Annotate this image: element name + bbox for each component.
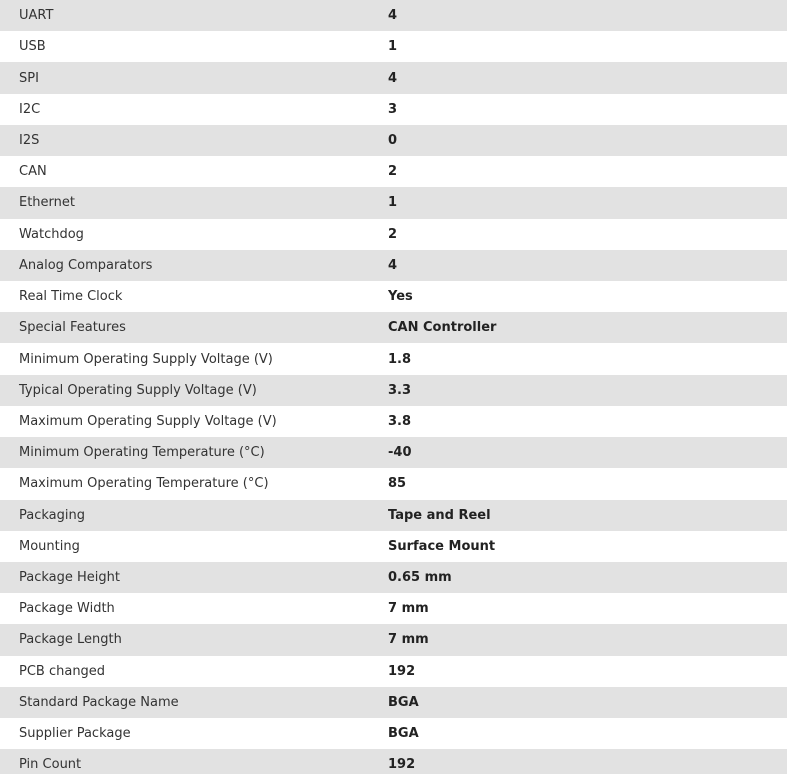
spec-value: 1.8 (388, 351, 412, 367)
spec-value: 3.8 (388, 413, 412, 429)
spec-row-analog-comparators (0, 250, 787, 281)
spec-row-usb (0, 31, 787, 62)
spec-value: 2 (388, 226, 398, 242)
spec-value: 192 (388, 757, 416, 773)
spec-row-max-temperature (0, 468, 787, 499)
spec-name: SPI (19, 70, 39, 86)
spec-name: Real Time Clock (19, 289, 123, 305)
spec-name: CAN (19, 164, 47, 180)
spec-row-min-supply-voltage (0, 343, 787, 374)
spec-name: Analog Comparators (19, 257, 153, 273)
spec-row-pcb-changed (0, 656, 787, 687)
spec-value: Surface Mount (388, 538, 496, 554)
spec-name: Standard Package Name (19, 694, 179, 710)
spec-name: Package Length (19, 632, 122, 648)
spec-value: 3.3 (388, 382, 412, 398)
spec-name: Pin Count (19, 757, 82, 773)
spec-row-package-length (0, 624, 787, 655)
spec-value: 0 (388, 132, 398, 148)
spec-name: Maximum Operating Temperature (°C) (19, 476, 269, 492)
spec-value: 7 mm (388, 601, 429, 617)
spec-row-real-time-clock (0, 281, 787, 312)
spec-value: BGA (388, 726, 419, 742)
spec-name: Package Width (19, 601, 115, 617)
spec-value: 85 (388, 476, 407, 492)
spec-name: PCB changed (19, 663, 106, 679)
spec-name: UART (19, 8, 54, 24)
spec-value: Yes (388, 289, 413, 305)
spec-row-uart (0, 0, 787, 31)
spec-row-ethernet (0, 187, 787, 218)
spec-row-can (0, 156, 787, 187)
spec-value: 7 mm (388, 632, 429, 648)
spec-name: Packaging (19, 507, 85, 523)
spec-value: 2 (388, 164, 398, 180)
spec-row-spi (0, 62, 787, 93)
spec-name: Supplier Package (19, 726, 131, 742)
spec-row-special-features (0, 312, 787, 343)
spec-name: Package Height (19, 570, 120, 586)
spec-value: 1 (388, 39, 398, 55)
spec-row-pin-count (0, 749, 787, 774)
spec-row-package-width (0, 593, 787, 624)
spec-name: Watchdog (19, 226, 84, 242)
spec-name: Typical Operating Supply Voltage (V) (19, 382, 257, 398)
spec-row-typ-supply-voltage (0, 375, 787, 406)
spec-value: 192 (388, 663, 416, 679)
spec-row-max-supply-voltage (0, 406, 787, 437)
spec-name: Special Features (19, 320, 126, 336)
spec-row-min-temperature (0, 437, 787, 468)
spec-name: Ethernet (19, 195, 75, 211)
spec-row-i2s (0, 125, 787, 156)
spec-value: 3 (388, 101, 398, 117)
spec-row-watchdog (0, 219, 787, 250)
spec-name: USB (19, 39, 46, 55)
spec-value: 4 (388, 8, 398, 24)
spec-value: Tape and Reel (388, 507, 491, 523)
spec-name: Minimum Operating Supply Voltage (V) (19, 351, 273, 367)
spec-row-i2c (0, 94, 787, 125)
spec-name: Mounting (19, 538, 80, 554)
spec-value: 0.65 mm (388, 570, 452, 586)
spec-row-mounting (0, 531, 787, 562)
spec-row-packaging (0, 500, 787, 531)
spec-value: 1 (388, 195, 398, 211)
spec-name: I2S (19, 132, 40, 148)
spec-row-standard-package-name (0, 687, 787, 718)
spec-row-supplier-package (0, 718, 787, 749)
spec-value: -40 (388, 445, 412, 461)
spec-value: 4 (388, 70, 398, 86)
spec-row-package-height (0, 562, 787, 593)
spec-value: BGA (388, 694, 419, 710)
spec-name: Minimum Operating Temperature (°C) (19, 445, 265, 461)
spec-value: CAN Controller (388, 320, 497, 336)
spec-name: I2C (19, 101, 41, 117)
spec-value: 4 (388, 257, 398, 273)
spec-name: Maximum Operating Supply Voltage (V) (19, 413, 277, 429)
